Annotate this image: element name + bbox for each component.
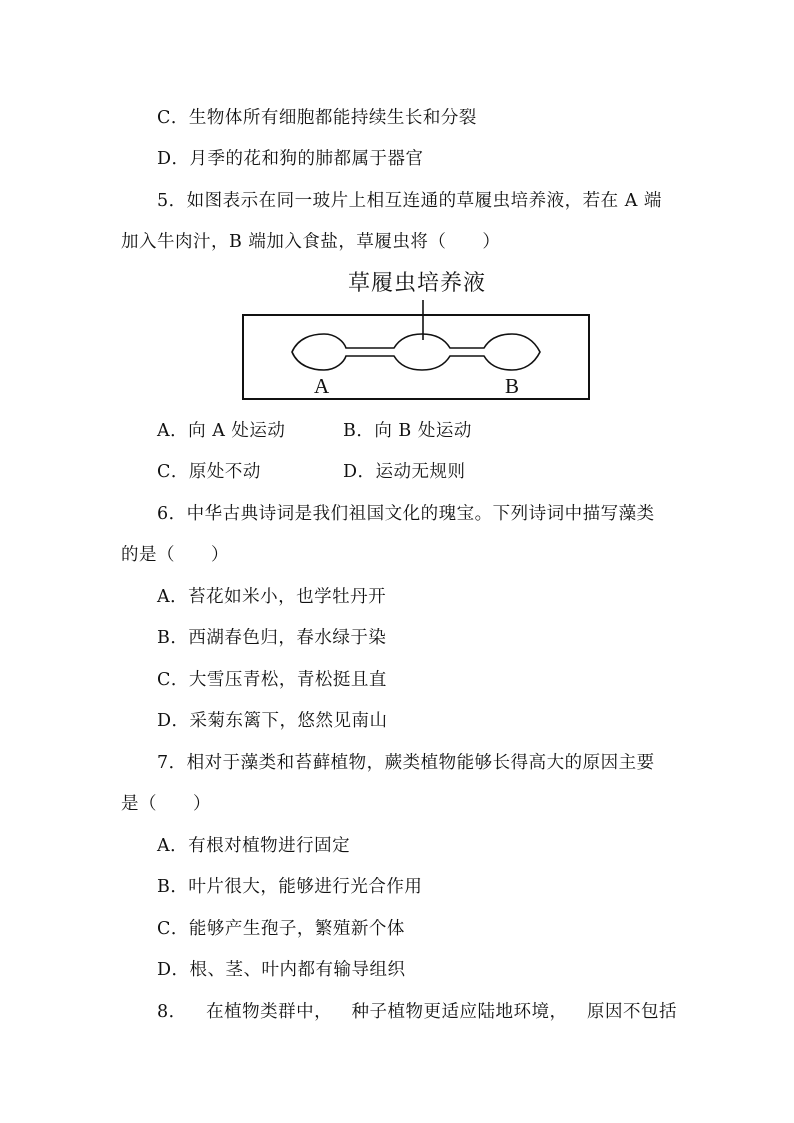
q7-stem-line2: 是（ ） [121,794,211,814]
q5-option-d: D．运动无规则 [343,462,466,482]
q4-option-d: D．月季的花和狗的肺都属于器官 [157,149,424,169]
q5-stem-line1: 5．如图表示在同一玻片上相互连通的草履虫培养液，若在 A 端 [157,191,662,211]
q7-option-d: D．根、茎、叶内都有输导组织 [157,960,406,980]
q5-stem-line2: 加入牛肉汁，B 端加入食盐，草履虫将（ ） [121,232,501,252]
q6-option-c: C．大雪压青松，青松挺且直 [157,670,387,690]
culture-drops-outline [292,334,540,370]
q8-part-3: 原因不包括 [587,1002,677,1022]
q7-option-a: A．有根对植物进行固定 [157,836,351,856]
label-b: B [505,374,520,398]
q6-option-d: D．采菊东篱下，悠然见南山 [157,711,388,731]
q5-option-a: A．向 A 处运动 [157,421,286,441]
q5-option-b: B．向 B 处运动 [343,421,472,441]
paramecium-slide-figure [240,262,592,404]
q5-option-c: C．原处不动 [157,462,261,482]
q4-option-c: C．生物体所有细胞都能持续生长和分裂 [157,108,477,128]
figure-title: 草履虫培养液 [348,271,487,296]
q8-number: 8． [157,1002,187,1022]
q6-stem-line1: 6．中华古典诗词是我们祖国文化的瑰宝。下列诗词中描写藻类 [157,504,655,524]
q7-stem-line1: 7．相对于藻类和苔藓植物，蕨类植物能够长得高大的原因主要 [157,753,655,773]
q6-stem-line2: 的是（ ） [121,545,229,565]
q6-option-b: B．西湖春色归，春水绿于染 [157,628,387,648]
q6-option-a: A．苔花如米小，也学牡丹开 [157,587,387,607]
q7-option-c: C．能够产生孢子，繁殖新个体 [157,919,405,939]
q8-part-2: 种子植物更适应陆地环境， [351,1002,568,1022]
q7-option-b: B．叶片很大，能够进行光合作用 [157,877,423,897]
label-a: A [314,374,330,398]
q8-part-1: 在植物类群中， [206,1002,333,1022]
q8-stem-line1 [157,1000,677,1024]
